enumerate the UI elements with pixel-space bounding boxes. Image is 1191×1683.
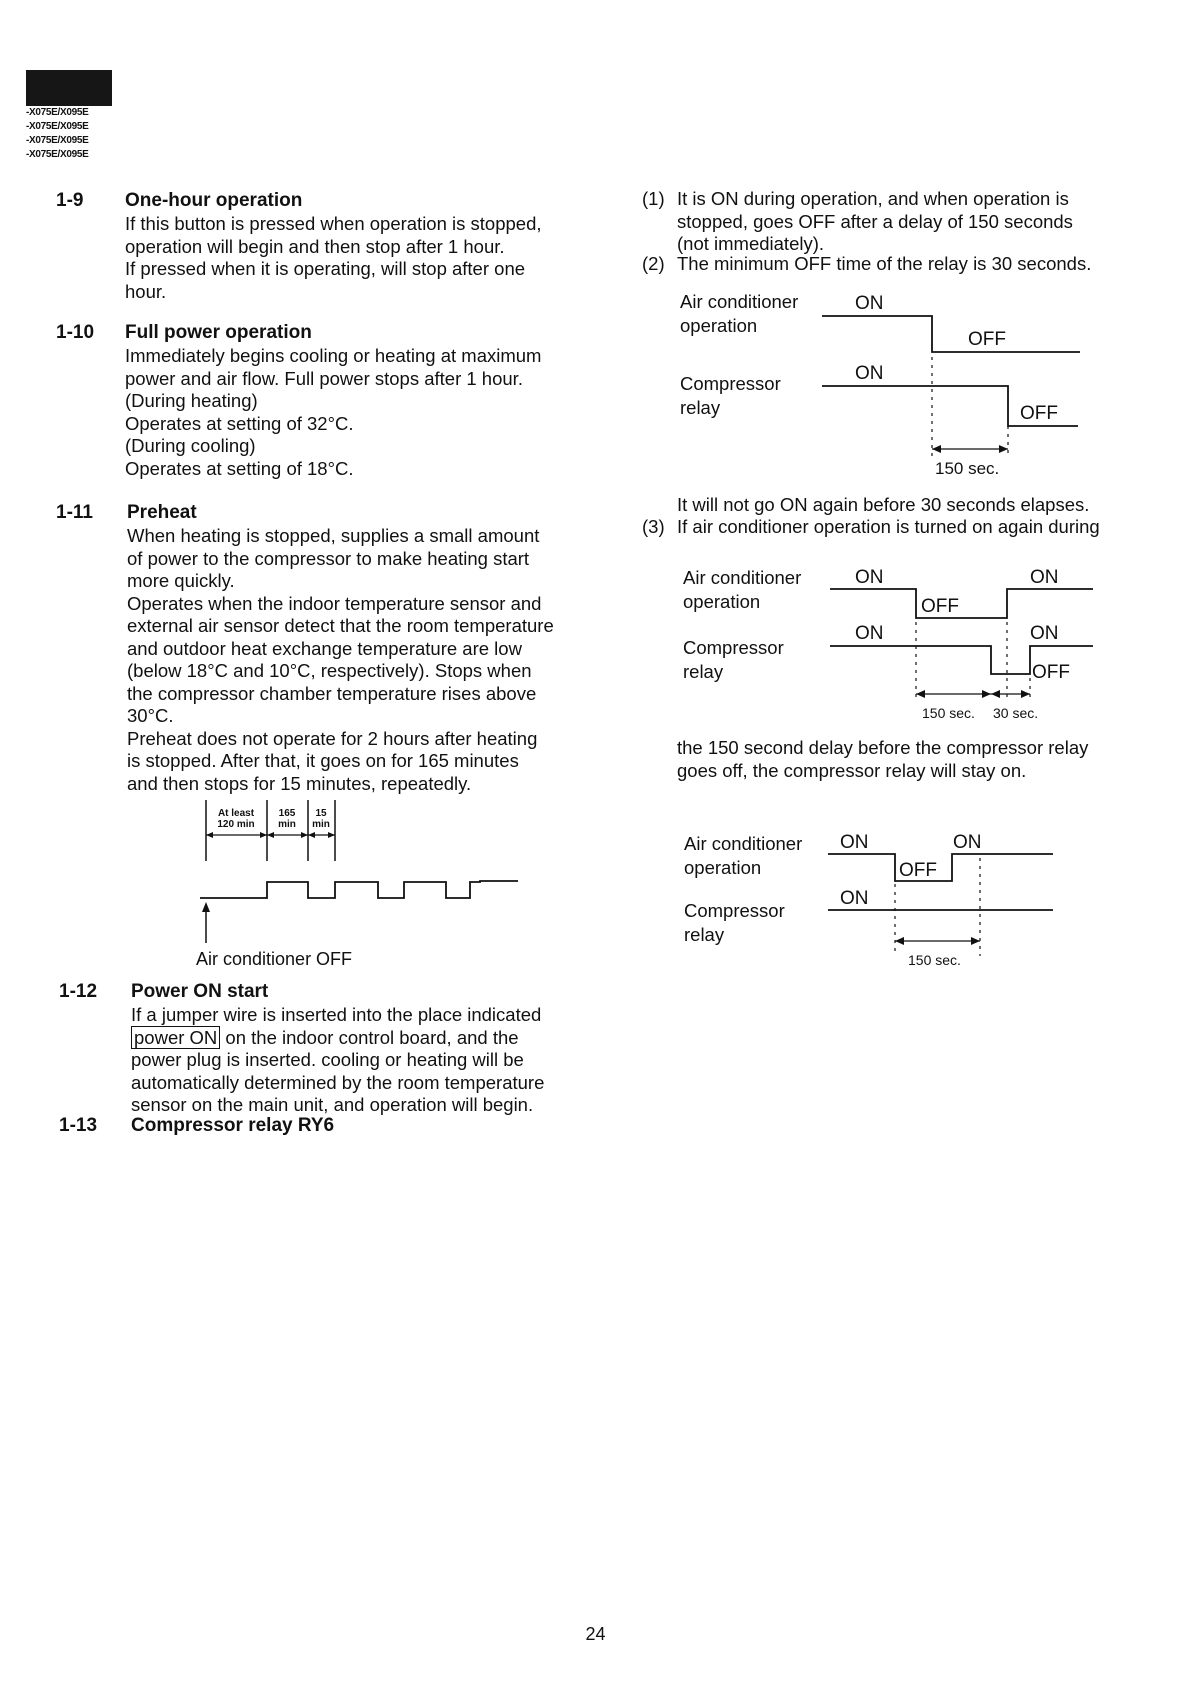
model-code: -X075E/X095E [26, 135, 89, 146]
diagram3-comp-label [684, 899, 785, 947]
section-body-1-11 [127, 525, 554, 795]
label-line: operation [680, 315, 758, 336]
up-arrow-icon [202, 902, 210, 912]
page-number: 24 [585, 1624, 606, 1644]
body-line: If this button is pressed when operation is stopped, [125, 213, 542, 234]
model-code: -X075E/X095E [26, 121, 89, 132]
arrow-head [971, 937, 980, 945]
section-title-compressor-relay: Compressor relay RY6 [131, 1115, 335, 1136]
diagram1-ac-label [680, 290, 798, 338]
section-number-1-10: 1-10 [56, 322, 95, 343]
arrow-head [206, 832, 213, 838]
model-code: -X075E/X095E [26, 149, 89, 160]
arrow-head [916, 690, 925, 698]
brand-logo-block [26, 70, 112, 106]
body-line: (During heating) [125, 390, 258, 411]
label-line: relay [683, 661, 724, 682]
body-line: Operates at setting of 32°C. [125, 412, 354, 434]
body-line: the 150 second delay before the compressor relay [677, 737, 1089, 758]
state-label: OFF [899, 860, 937, 881]
delay-label: 150 sec. [922, 705, 975, 721]
interval-label: 120 min [217, 819, 255, 830]
list-item-3-text: If air conditioner operation is turned on again during [677, 516, 1100, 537]
body-line: (below 18°C and 10°C, respectively). Stops when [127, 660, 532, 681]
delay-label: 150 sec. [908, 952, 961, 968]
body-line: operation will begin and then stop after 1 hour. [125, 235, 505, 257]
section-title-full-power-operation: Full power operation [125, 322, 312, 343]
section-title-one-hour-operation: One-hour operation [125, 190, 303, 211]
arrow-head [1021, 690, 1030, 698]
arrow-head [260, 832, 267, 838]
state-label: ON [855, 623, 884, 644]
arrow-head [328, 832, 335, 838]
state-label: OFF [1020, 403, 1058, 424]
arrow-head [308, 832, 315, 838]
state-label: ON [840, 832, 869, 853]
body-line: If pressed when it is operating, will stop after one [125, 258, 526, 279]
relay-timing-diagram-2 [825, 560, 1100, 730]
model-code: -X075E/X095E [26, 107, 89, 118]
label-line: operation [684, 857, 762, 878]
arrow-head [932, 445, 941, 453]
body-line: and outdoor heat exchange temperature are low [127, 637, 522, 659]
arrow-head [999, 445, 1008, 453]
preheat-waveform [200, 881, 518, 898]
body-line: goes off, the compressor relay will stay on. [677, 759, 1027, 781]
label-line: operation [683, 591, 761, 612]
section-number-1-12: 1-12 [59, 981, 98, 1002]
section-body-1-12 [131, 1004, 544, 1117]
label-line: Compressor [680, 373, 781, 394]
arrow-head [982, 690, 991, 698]
body-line: more quickly. [127, 570, 235, 591]
relay-timing-diagram-1 [820, 285, 1090, 485]
section-title-power-on-start: Power ON start [131, 981, 269, 1002]
model-list [26, 106, 89, 162]
diagram1-comp-label [680, 372, 781, 420]
ac-signal-line [822, 316, 1080, 352]
body-line: (During cooling) [125, 435, 256, 456]
note-after-diagram-1: It will not go ON again before 30 seconds elapses. [677, 494, 1090, 515]
body-line: external air sensor detect that the room temperature [127, 615, 554, 636]
body-line: Immediately begins cooling or heating at maximum [125, 345, 542, 366]
diagram2-comp-label [683, 636, 784, 684]
list-item-2-text: The minimum OFF time of the relay is 30 seconds. [677, 253, 1092, 274]
label-line: relay [684, 924, 725, 945]
state-label: ON [1030, 567, 1059, 588]
body-line: hour. [125, 280, 167, 302]
body-line: Operates when the indoor temperature sensor and [127, 592, 542, 614]
body-line: the compressor chamber temperature rises above [127, 682, 537, 704]
body-line: 30°C. [127, 705, 174, 726]
body-line: stopped, goes OFF after a delay of 150 seconds [677, 210, 1073, 232]
state-label: OFF [968, 329, 1006, 350]
section-title-preheat: Preheat [127, 502, 197, 523]
body-line: sensor on the main unit, and operation will begin. [131, 1094, 534, 1115]
arrow-head [301, 832, 308, 838]
body-line-rest: on the indoor control board, and the [225, 1026, 519, 1048]
ac-signal-line [828, 854, 1053, 881]
list-item-1-text [677, 188, 1073, 256]
section-body-1-10 [125, 345, 541, 480]
state-label: ON [953, 832, 982, 853]
list-number-3: (3) [642, 516, 665, 537]
body-line: If a jumper wire is inserted into the place indicated [131, 1004, 542, 1025]
label-line: relay [680, 397, 721, 418]
state-label: OFF [921, 596, 959, 617]
body-line: Preheat does not operate for 2 hours after heating [127, 727, 538, 749]
label-line: Air conditioner [684, 833, 803, 854]
label-line: Compressor [683, 637, 784, 658]
section-body-1-9 [125, 213, 542, 303]
section-number-1-9: 1-9 [56, 190, 84, 211]
arrow-head [991, 690, 1000, 698]
delay-label: 150 sec. [935, 459, 1000, 478]
delay-label: 30 sec. [993, 705, 1039, 721]
body-line: of power to the compressor to make heating start [127, 547, 530, 569]
diagram3-ac-label [684, 832, 802, 880]
state-label: ON [1030, 623, 1059, 644]
state-label: ON [855, 567, 884, 588]
state-label: ON [855, 293, 884, 314]
interval-label: At least [217, 808, 255, 819]
body-line: and then stops for 15 minutes, repeatedly. [127, 772, 472, 794]
boxed-label-power-on: power ON [131, 1026, 220, 1049]
list-number-1: (1) [642, 188, 665, 209]
interval-label: min [278, 819, 296, 830]
body-line: (not immediately). [677, 233, 825, 254]
list-number-2: (2) [642, 253, 665, 274]
interval-label: min [312, 819, 330, 830]
diagram-caption: Air conditioner OFF [196, 949, 353, 969]
label-line: Air conditioner [680, 291, 799, 312]
preheat-timing-diagram [180, 795, 540, 975]
body-line: Operates at setting of 18°C. [125, 457, 354, 479]
state-label: ON [855, 363, 884, 384]
body-line: When heating is stopped, supplies a small amount [127, 525, 540, 546]
note-after-diagram-2 [677, 737, 1088, 782]
body-line: It is ON during operation, and when operation is [677, 188, 1069, 209]
body-line: power and air flow. Full power stops after 1 hour. [125, 367, 523, 389]
ac-signal-line [830, 589, 1093, 618]
body-line: automatically determined by the room temperature [131, 1071, 545, 1093]
label-line: Compressor [684, 900, 785, 921]
label-line: Air conditioner [683, 567, 802, 588]
interval-label: 15 [315, 808, 327, 819]
arrow-head [267, 832, 274, 838]
state-label: ON [840, 888, 869, 909]
relay-timing-diagram-3 [825, 826, 1060, 976]
arrow-head [895, 937, 904, 945]
body-line [131, 1027, 544, 1050]
state-label: OFF [1032, 662, 1070, 683]
section-number-1-11: 1-11 [56, 502, 93, 523]
body-line: power plug is inserted. cooling or heating will be [131, 1049, 524, 1070]
interval-label: 165 [278, 808, 296, 819]
body-line: is stopped. After that, it goes on for 165 minutes [127, 750, 519, 771]
diagram2-ac-label [683, 566, 801, 614]
section-number-1-13: 1-13 [59, 1115, 98, 1136]
